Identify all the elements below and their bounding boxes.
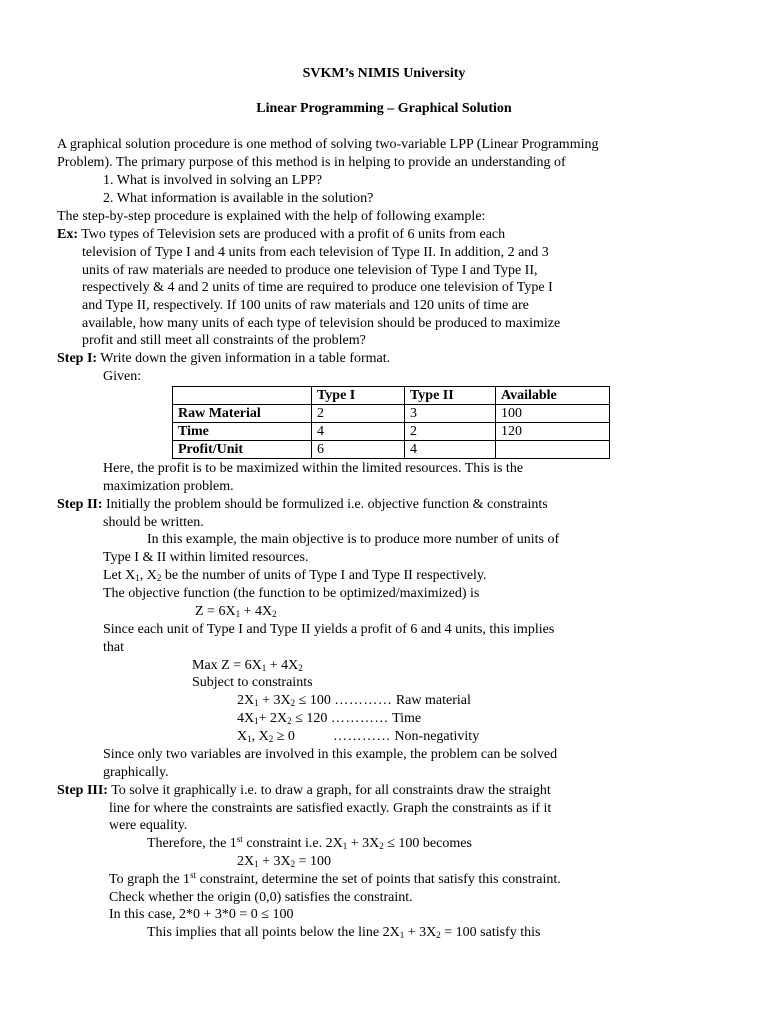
table-row-label: Time (173, 423, 312, 441)
step2-line: that (103, 640, 124, 655)
given-label: Given: (103, 369, 142, 384)
step2-heading: Step II: Initially the problem should be formulized i.e. objective function & constraints (57, 497, 548, 512)
example-first-line: Ex: Two types of Television sets are produced with a profit of 6 units from each (57, 227, 506, 242)
university-title: SVKM’s NIMIS University (302, 66, 466, 81)
subject-to-label: Subject to constraints (192, 675, 313, 690)
step2-line: In this example, the main objective is to produce more number of units of (147, 532, 560, 547)
step3-heading: Step III: To solve it graphically i.e. to draw a graph, for all constraints draw the straight (57, 783, 551, 798)
example-line: profit and still meet all constraints of the problem? (82, 333, 366, 348)
step1-heading: Step I: Write down the given information in a table format. (57, 351, 391, 366)
step2-line: Type I & II within limited resources. (103, 550, 309, 565)
example-line: units of raw materials are needed to produce one television of Type I and Type II, (82, 263, 538, 278)
intro-line: The step-by-step procedure is explained with the help of following example: (57, 209, 486, 224)
example-line: and Type II, respectively. If 100 units of raw materials and 120 units of time are (82, 298, 529, 313)
list-item: 1. What is involved in solving an LPP? (103, 173, 323, 188)
table-header-cell: Type I (312, 387, 405, 405)
table-cell: 2 (312, 405, 405, 423)
table-cell (496, 441, 610, 459)
step3-line: line for where the constraints are satisfied exactly. Graph the constraints as if it (109, 801, 552, 816)
table-cell: 6 (312, 441, 405, 459)
table-cell: 3 (405, 405, 496, 423)
table-row (173, 423, 610, 441)
table-cell: 2 (405, 423, 496, 441)
step3-line: Therefore, the 1st constraint i.e. $2X_1 + 3X_2 \le 100$ becomes (147, 834, 472, 851)
variable-definition: Let $X_1$, $X_2$ be the number of units of Type I and Type II respectively. (103, 568, 487, 583)
table-cell: 120 (496, 423, 610, 441)
page-title: Linear Programming – Graphical Solution (256, 101, 512, 116)
step2-line: should be written. (103, 515, 204, 530)
list-item: 2. What information is available in the solution? (103, 191, 374, 206)
table-cell: 4 (405, 441, 496, 459)
step2-line: graphically. (103, 765, 169, 780)
step3-line: In this case, 2*0 + 3*0 = 0 ≤ 100 (109, 907, 294, 922)
intro-line: Problem). The primary purpose of this method is in helping to provide an understanding of (57, 155, 566, 170)
example-line: television of Type I and 4 units from each television of Type II. In addition, 2 and 3 (82, 245, 549, 260)
table-row (173, 405, 610, 423)
intro-line: A graphical solution procedure is one method of solving two-variable LPP (Linear Programming (57, 137, 599, 152)
table-cell: 4 (312, 423, 405, 441)
table-row (173, 441, 610, 459)
example-line: respectively & 4 and 2 units of time are required to produce one television of Type I (82, 280, 553, 295)
constraint-time: $4X_1+ 2X_2 \le 120$ ………… Time (237, 711, 422, 726)
step2-line: Since only two variables are involved in this example, the problem can be solved (103, 747, 558, 762)
table-row-label: Profit/Unit (173, 441, 312, 459)
step3-line: To graph the 1st constraint, determine the set of points that satisfy this constraint. (109, 870, 561, 887)
step2-label: Step II: (57, 497, 103, 512)
constraint-raw-material: $2X_1 + 3X_2 \le 100$ ………… Raw material (237, 693, 471, 708)
table-header-cell: Type II (405, 387, 496, 405)
step3-line: This implies that all points below the line $2X_1 + 3X_2 = 100$ satisfy this (147, 925, 541, 940)
step3-line: were equality. (109, 818, 188, 833)
table-header-row (173, 387, 610, 405)
table-header-cell (173, 387, 312, 405)
step1-note: maximization problem. (103, 479, 234, 494)
step1-note: Here, the profit is to be maximized within the limited resources. This is the (103, 461, 524, 476)
step2-line: The objective function (the function to be optimized/maximized) is (103, 586, 480, 601)
step2-line: Since each unit of Type I and Type II yields a profit of 6 and 4 units, this implies (103, 622, 555, 637)
table-cell: 100 (496, 405, 610, 423)
step1-label: Step I: (57, 351, 98, 366)
max-equation: Max $Z = 6X_1 + 4X_2$ (192, 658, 303, 673)
table-header-cell: Available (496, 387, 610, 405)
example-line: available, how many units of each type of television should be produced to maximize (82, 316, 561, 331)
equality-equation: $2X_1 + 3X_2 = 100$ (237, 854, 332, 869)
objective-equation: $Z = 6X_1 + 4X_2$ (195, 604, 277, 619)
constraint-non-negativity: $X_1$, $X_2 \ge 0$ ………… Non-negativity (237, 729, 480, 744)
table-row-label: Raw Material (173, 405, 312, 423)
given-table (172, 386, 610, 459)
step3-label: Step III: (57, 783, 108, 798)
example-label: Ex: (57, 227, 78, 242)
step3-line: Check whether the origin (0,0) satisfies the constraint. (109, 890, 413, 905)
